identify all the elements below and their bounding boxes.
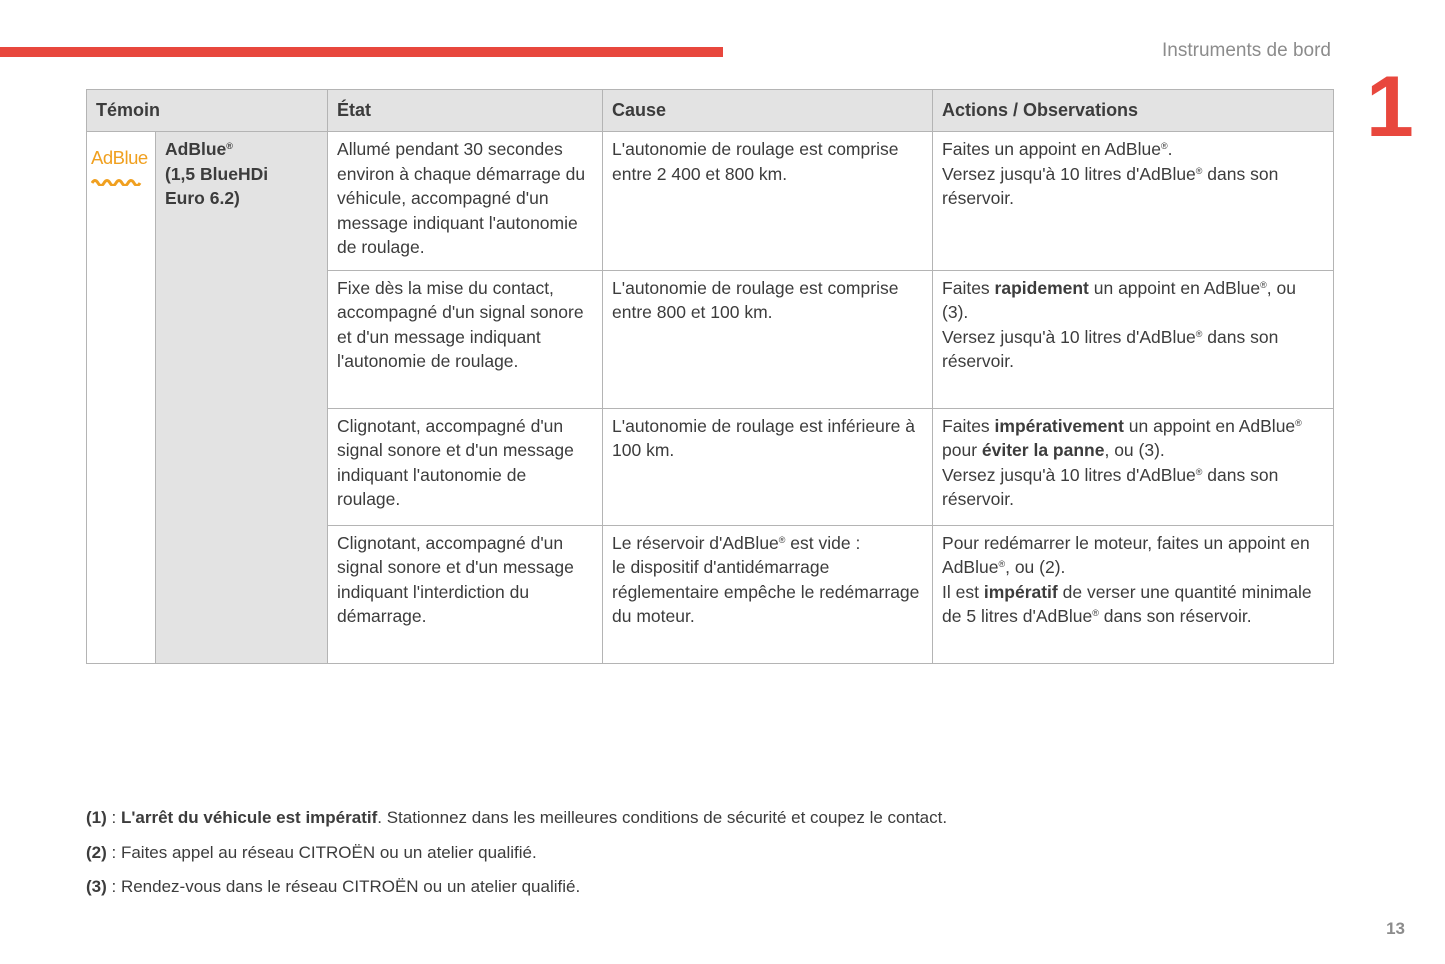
actions-cell: Faites rapidement un appoint en AdBlue®, ou (3). Versez jusqu'à 10 litres d'AdBlue® dans son réservoir. xyxy=(933,270,1334,408)
warning-lights-table xyxy=(86,89,1334,664)
etat-cell: Allumé pendant 30 secondes environ à chaque démarrage du véhicule, accompagné d'un message indiquant l'autonomie de roulage. xyxy=(328,132,603,271)
footnotes xyxy=(86,806,947,910)
indicator-icon-cell xyxy=(87,132,156,664)
actions-cell: Pour redémarrer le moteur, faites un appoint en AdBlue®, ou (2). Il est impératif de verser une quantité minimale de 5 litres d'AdBlue® dans son réservoir. xyxy=(933,525,1334,663)
cause-cell: L'autonomie de roulage est comprise entre 2 400 et 800 km. xyxy=(603,132,933,271)
adblue-wave-icon xyxy=(91,177,143,186)
column-header-cause: Cause xyxy=(603,90,933,132)
footnote-1: (1) : L'arrêt du véhicule est impératif. Stationnez dans les meilleures conditions de sécurité et coupez le contact. xyxy=(86,808,948,827)
indicator-name-cell: AdBlue® (1,5 BlueHDi Euro 6.2) xyxy=(156,132,328,664)
chapter-number: 1 xyxy=(1366,59,1414,155)
etat-cell: Clignotant, accompagné d'un signal sonore et d'un message indiquant l'interdiction du démarrage. xyxy=(328,525,603,663)
cause-cell: L'autonomie de roulage est inférieure à 100 km. xyxy=(603,408,933,525)
indicator-detail-1: (1,5 BlueHDi xyxy=(165,163,269,184)
footnote-2: (2) : Faites appel au réseau CITROËN ou un atelier qualifié. xyxy=(86,842,537,862)
etat-cell: Clignotant, accompagné d'un signal sonore et d'un message indiquant l'autonomie de roulage. xyxy=(328,408,603,525)
page-header-title: Instruments de bord xyxy=(1162,40,1331,61)
table-row xyxy=(87,132,1334,271)
footnote-3: (3) : Rendez-vous dans le réseau CITROËN ou un atelier qualifié. xyxy=(86,877,581,896)
actions-cell: Faites un appoint en AdBlue®. Versez jusqu'à 10 litres d'AdBlue® dans son réservoir. xyxy=(933,132,1334,271)
etat-cell: Fixe dès la mise du contact, accompagné d'un signal sonore et d'un message indiquant l'autonomie de roulage. xyxy=(328,270,603,408)
table-header-row xyxy=(87,90,1334,132)
actions-cell: Faites impérativement un appoint en AdBlue® pour éviter la panne, ou (3). Versez jusqu'à 10 litres d'AdBlue® dans son réservoir. xyxy=(933,408,1334,525)
column-header-actions: Actions / Observations xyxy=(933,90,1334,132)
adblue-warning-icon xyxy=(91,148,151,193)
indicator-name: AdBlue xyxy=(165,139,227,159)
column-header-etat: État xyxy=(328,90,603,132)
cause-cell: L'autonomie de roulage est comprise entre 800 et 100 km. xyxy=(603,270,933,408)
header-accent-bar xyxy=(0,47,723,57)
page-number: 13 xyxy=(1386,919,1405,938)
adblue-icon-label: AdBlue xyxy=(91,147,148,168)
cause-cell: Le réservoir d'AdBlue® est vide : le dispositif d'antidémarrage réglementaire empêche le redémarrage du moteur. xyxy=(603,525,933,663)
indicator-detail-2: Euro 6.2) xyxy=(165,188,240,208)
column-header-temoin: Témoin xyxy=(87,90,328,132)
